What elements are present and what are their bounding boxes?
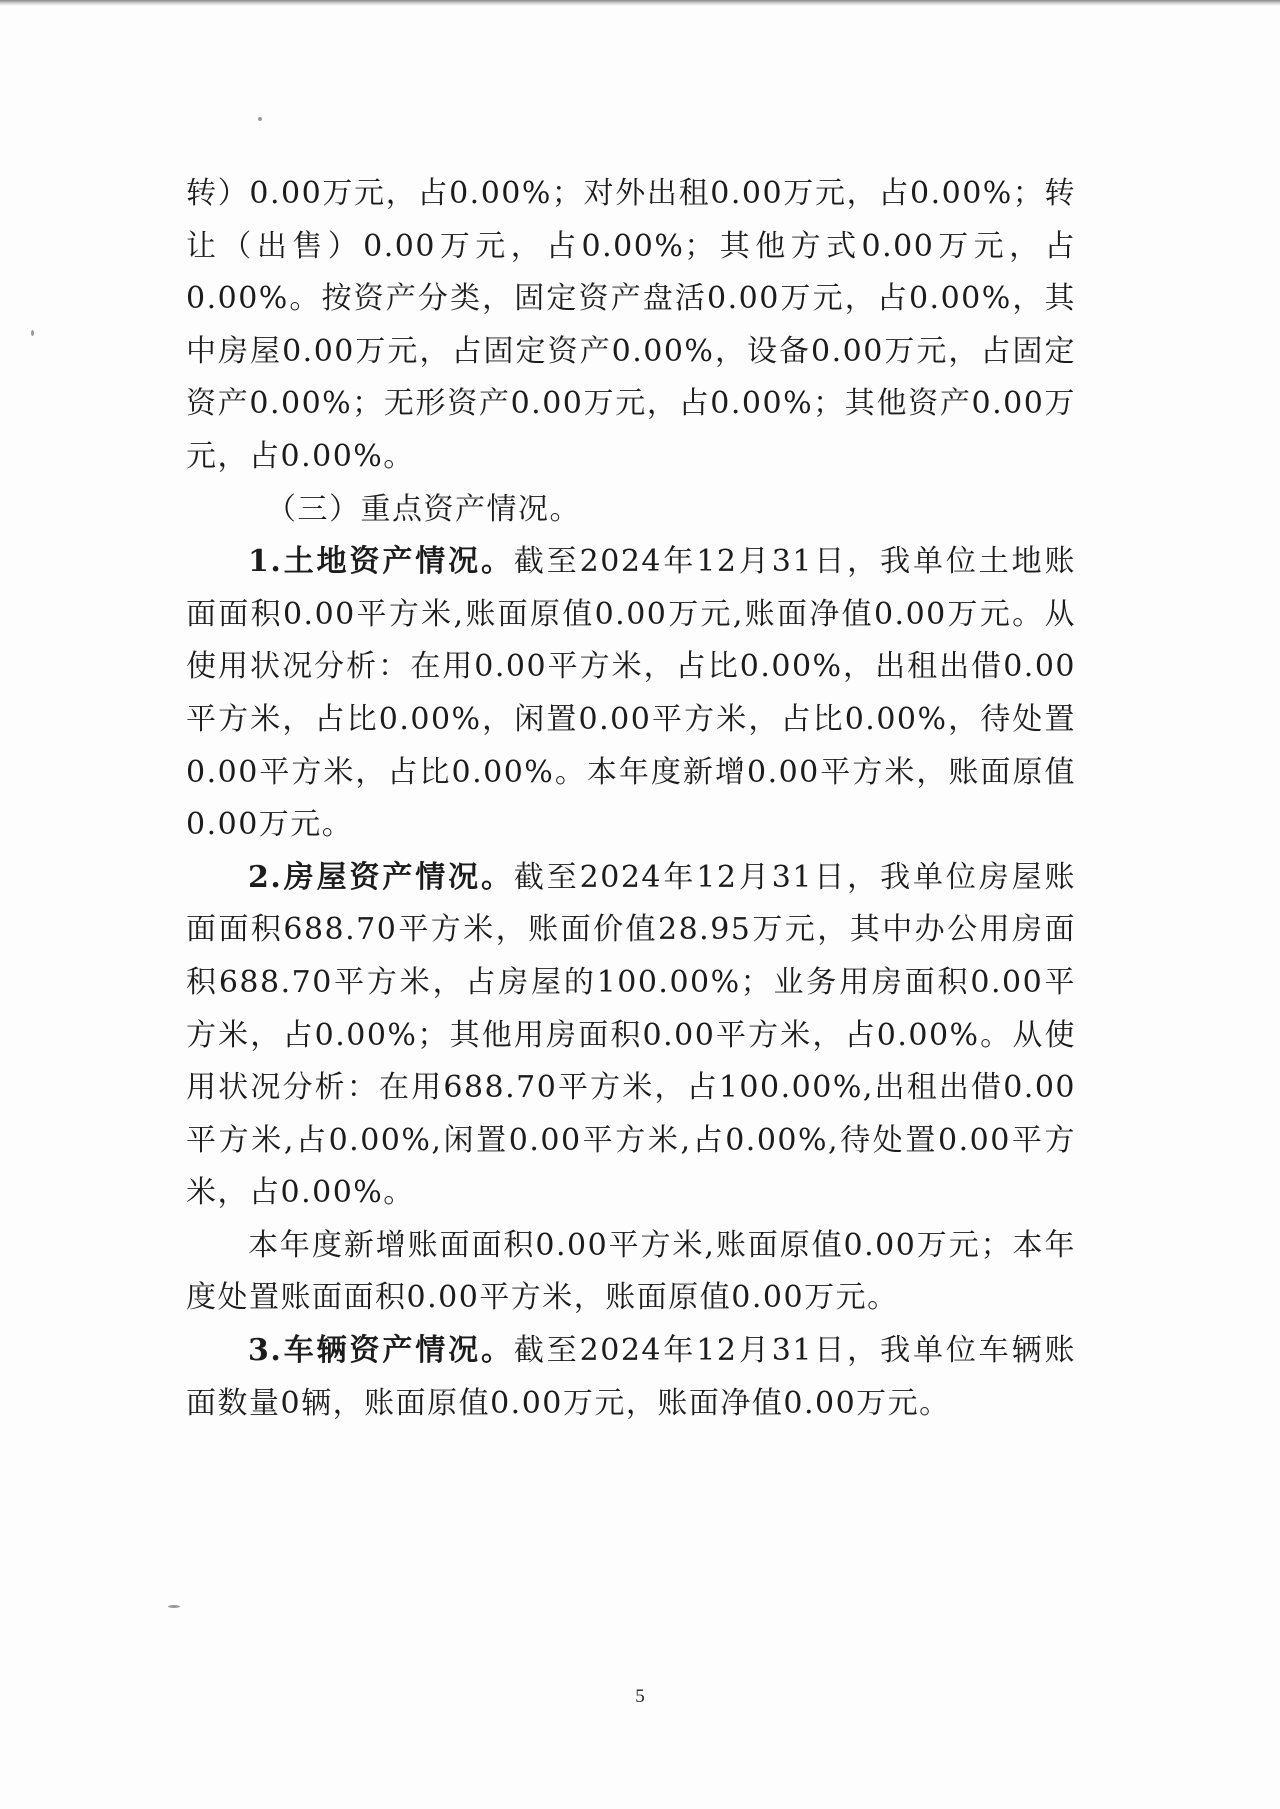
- vehicle-assets-paragraph: [186, 1325, 1076, 1430]
- scan-speck: [168, 1605, 180, 1608]
- document-body: [186, 168, 1076, 1430]
- page-number: 5: [635, 1686, 645, 1707]
- vehicle-assets-lead: 3.车辆资产情况。: [248, 1333, 514, 1369]
- section-heading: （三）重点资产情况。: [266, 491, 581, 527]
- building-assets-lead: 2.房屋资产情况。: [248, 859, 514, 895]
- scan-speck: [258, 117, 262, 121]
- land-assets-lead: 1.土地资产情况。: [248, 544, 514, 580]
- land-assets-text: 截至2024年12月31日，我单位土地账面面积0.00平方米,账面原值0.00万元,账面净值0.00万元。从使用状况分析：在用0.00平方米，占比0.00%，出租出借0.00平方米，占比0.00%，闲置0.00平方米，占比0.00%，待处置0.00平方米，占比0.00%。本年度新增0.00平方米，账面原值0.00万元。: [186, 544, 1076, 843]
- additions-paragraph: 本年度新增账面面积0.00平方米,账面原值0.00万元；本年度处置账面面积0.00平方米，账面原值0.00万元。: [186, 1227, 1076, 1316]
- scan-speck: [31, 330, 34, 336]
- building-assets-paragraph: [186, 852, 1076, 1220]
- vehicle-assets-text: 截至2024年12月31日，我单位车辆账面数量0辆，账面原值0.00万元，账面净值0.00万元。: [186, 1333, 1076, 1421]
- scan-edge-shadow: [0, 0, 1280, 6]
- land-assets-paragraph: [186, 536, 1076, 852]
- building-assets-text: 截至2024年12月31日，我单位房屋账面面积688.70平方米，账面价值28.95万元，其中办公用房面积688.70平方米，占房屋的100.00%；业务用房面积0.00平方米，占0.00%；其他用房面积0.00平方米，占0.00%。从使用状况分析：在用688.70平方米，占100.00%,出租出借0.00平方米,占0.00%,闲置0.00平方米,占0.00%,待处置0.00平方米，占0.00%。: [186, 859, 1076, 1211]
- continuation-paragraph: 转）0.00万元，占0.00%；对外出租0.00万元，占0.00%；转让（出售）0.00万元，占0.00%；其他方式0.00万元，占0.00%。按资产分类，固定资产盘活0.00万元，占0.00%，其中房屋0.00万元，占固定资产0.00%，设备0.00万元，占固定资产0.00%；无形资产0.00万元，占0.00%；其他资产0.00万元，占0.00%。: [186, 176, 1076, 474]
